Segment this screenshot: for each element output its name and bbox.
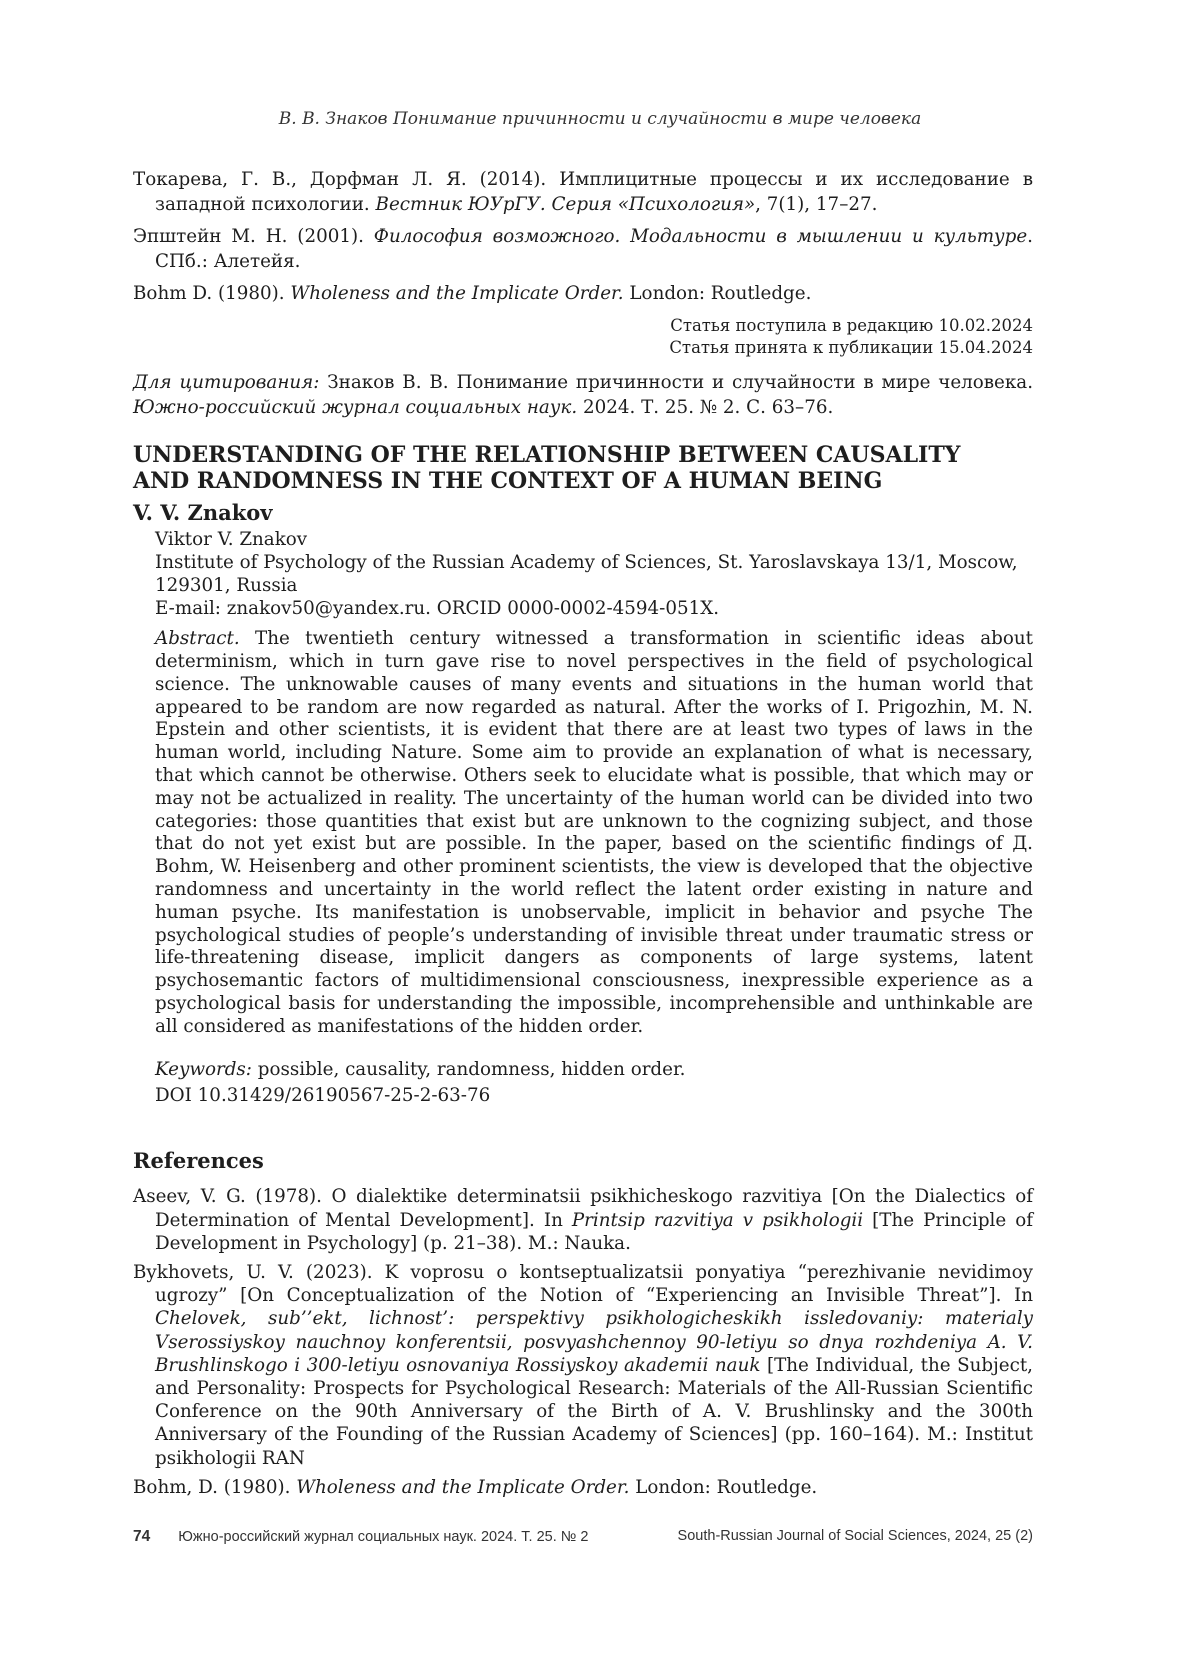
citation-block: Для цитирования: Знаков В. В. Понимание причинности и случайности в мире человека. Южно-российский журнал социальных наук. 2024. Т. 25. № 2. С. 63–76.	[133, 371, 1034, 418]
affiliation	[133, 528, 1033, 620]
abstract-text: The twentieth century witnessed a transformation in scientific ideas about determinism, which in turn gave rise to novel perspectives in the field of psychological science. The unknowable causes of many events and situations in the human world that appeared to be random are now regarded as natural. After the works of I. Prigozhin, M. N. Epstein and other scientists, it is evident that there are at least two types of laws in the human world, including Nature. Some aim to provide an explanation of what is necessary, that which cannot be otherwise. Others seek to elucidate what is possible, that which may or may not be actualized in reality. The uncertainty of the human world can be divided into two categories: those quantities that exist but are unknown to the cognizing subject, and those that do not yet exist but are possible. In the paper, based on the scientific findings of Д. Bohm, W. Heisenberg and other prominent scientists, the view is developed that the objective randomness and uncertainty in the world reflect the latent order existing in nature and human psyche. Its manifestation is unobservable, implicit in behavior and psyche The psychological studies of people’s understanding of invisible threat under traumatic stress or life-threatening disease, implicit dangers as components of large systems, latent psychosemantic factors of multidimensional consciousness, inexpressible experience as a psychological basis for understanding the impossible, incomprehensible and unthinkable are all considered as manifestations of the hidden order.	[155, 628, 1033, 1037]
reference-item: Bykhovets, U. V. (2023). K voprosu o kontseptualizatsii ponyatiya “perezhivanie nevidimoy ugrozy” [On Conceptualization of the Notion of “Experiencing an Invisible Threat”]. In Chelovek, sub’’ekt, lichnost’: perspektivy psikhologicheskikh issledovaniy: materialy Vserossiyskoy nauchnoy konferentsii, posvyashchennoy 90-letiyu so dnya rozhdeniya A. V. Brushlinskogo i 300-letiyu osnovaniya Rossiyskoy akademii nauk [The Individual, the Subject, and Personality: Prospects for Psychological Research: Materials of the All-Russian Scientific Conference on the 90th Anniversary of the Birth of A. V. Brushlinsky and the 300th Anniversary of the Founding of the Russian Academy of Sciences] (pp. 160–164). M.: Institut psikhologii RAN	[133, 1262, 1033, 1469]
abstract-label: Abstract.	[155, 628, 240, 650]
accepted-date: Статья принята к публикации 15.04.2024	[669, 337, 1033, 357]
running-head: В. В. Знаков Понимание причинности и случайности в мире человека	[278, 109, 922, 129]
citation-label: Для цитирования:	[133, 371, 320, 393]
affiliation-org: Institute of Psychology of the Russian Academy of Sciences, St. Yaroslavskaya 13/1, Moscow, 129301, Russia	[155, 552, 1018, 597]
footer-journal-ru: Южно-российский журнал социальных наук. 2024. Т. 25. № 2	[178, 1529, 589, 1545]
english-author: V. V. Znakov	[133, 500, 273, 526]
ru-reference-item: Bohm D. (1980). Wholeness and the Implicate Order. London: Routledge.	[133, 283, 812, 305]
article-content	[133, 168, 1033, 1505]
references-heading: References	[133, 1147, 264, 1173]
received-date: Статья поступила в редакцию 10.02.2024	[670, 315, 1033, 335]
reference-item: Aseev, V. G. (1978). O dialektike determinatsii psikhicheskogo razvitiya [On the Dialectics of Determination of Mental Development]. In Printsip razvitiya v psikhologii [The Principle of Development in Psychology] (p. 21–38). M.: Nauka.	[133, 1186, 1033, 1254]
keywords: Keywords: possible, causality, randomness, hidden order.	[155, 1058, 686, 1080]
footer-journal-en: South-Russian Journal of Social Sciences, 2024, 25 (2)	[677, 1528, 1033, 1544]
ru-reference-item: Эпштейн М. Н. (2001). Философия возможного. Модальности в мышлении и культуре. СПб.: Алетейя.	[133, 226, 1033, 272]
abstract	[133, 628, 1033, 1038]
affiliation-name: Viktor V. Znakov	[155, 529, 308, 551]
affiliation-email: E-mail: znakov50@yandex.ru. ORCID 0000-0002-4594-051X.	[155, 598, 720, 620]
submission-dates	[133, 315, 1033, 359]
ru-reference-item: Токарева, Г. В., Дорфман Л. Я. (2014). Имплицитные процессы и их исследование в западной психологии. Вестник ЮУрГУ. Серия «Психология», 7(1), 17–27.	[133, 169, 1033, 215]
page-number: 74	[133, 1528, 151, 1545]
doi: DOI 10.31429/26190567-25-2-63-76	[155, 1084, 491, 1106]
page-footer	[133, 1528, 1033, 1546]
ru-reference-list	[133, 168, 1033, 307]
english-title: UNDERSTANDING OF THE RELATIONSHIP BETWEEN CAUSALITY AND RANDOMNESS IN THE CONTEXT OF A HUMAN BEING	[133, 442, 961, 495]
reference-item: Bohm, D. (1980). Wholeness and the Implicate Order. London: Routledge.	[133, 1476, 818, 1498]
references-list	[133, 1185, 1033, 1499]
